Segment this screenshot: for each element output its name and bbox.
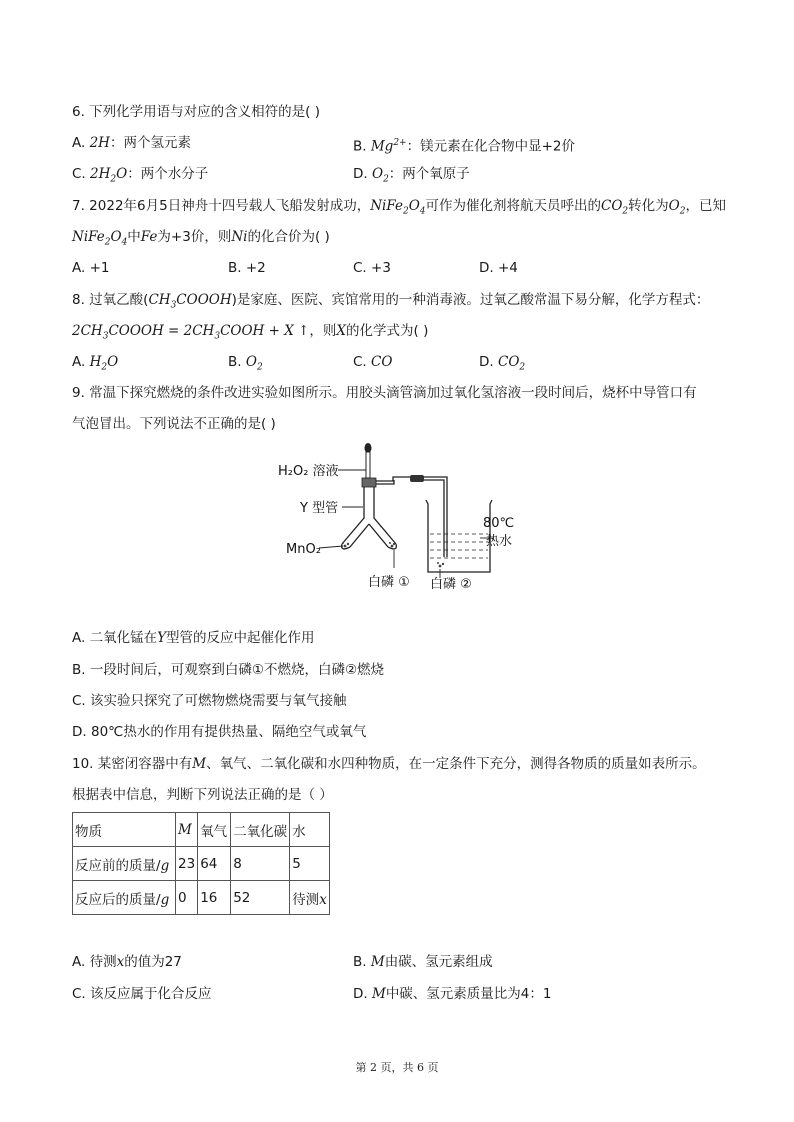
q7-option-d: D. +4 <box>479 260 518 276</box>
table-header-cell: 氧气 <box>198 813 231 847</box>
label-h2o2: H₂O₂ 溶液 <box>278 464 339 479</box>
table-cell: 8 <box>231 847 290 881</box>
q9-option-a: A. 二氧化锰在Y型管的反应中起催化作用 <box>72 630 315 646</box>
table-row <box>73 847 330 881</box>
q10-option-a: A. 待测x的值为27 <box>72 954 182 970</box>
q6-option-c: C. $2H_2O$：两个水分子 <box>72 166 209 185</box>
q7-stem-line1: 7. 2022年6月5日神舟十四号载人飞船发射成功，$NiFe_2O_4$可作为催化剂将航天员呼出的$CO_2$转化为$O_2$，已知 <box>72 198 726 217</box>
experiment-diagram <box>270 440 520 600</box>
table-cell: 5 <box>290 847 330 881</box>
label-phosphorus-2: 白磷 ② <box>430 577 472 592</box>
hot-water <box>430 534 488 558</box>
table-cell: 23 <box>176 847 198 881</box>
q10-stem-line2: 根据表中信息，判断下列说法正确的是（ ） <box>72 787 333 803</box>
table-header-cell: 物质 <box>73 813 176 847</box>
q10-stem-line1: 10. 某密闭容器中有M、氧气、二氧化碳和水四种物质，在一定条件下充分，测得各物质的质量如表所示。 <box>72 756 706 772</box>
q9-option-d: D. 80℃热水的作用有提供热量、隔绝空气或氧气 <box>72 724 367 740</box>
table-header-cell: 水 <box>290 813 330 847</box>
table-cell: 待测x <box>290 881 330 915</box>
stopper <box>362 478 376 487</box>
q9-stem-line2: 气泡冒出。下列说法不正确的是( ) <box>72 416 276 432</box>
label-phosphorus-1: 白磷 ① <box>368 575 410 590</box>
table-cell: 16 <box>198 881 231 915</box>
q8-stem-line1: 8. 过氧乙酸$(CH_3COOOH)$是家庭、医院、宾馆常用的一种消毒液。过氧乙酸常温下易分解，化学方程式： <box>72 292 710 311</box>
rubber-connector <box>410 475 424 482</box>
table-cell: 52 <box>231 881 290 915</box>
y-tube <box>342 487 396 547</box>
q8-option-c: C. CO <box>353 354 393 370</box>
table-header-cell: M <box>176 813 198 847</box>
q8-option-d: D. $CO_2$ <box>479 354 526 373</box>
dropper-tube <box>366 452 370 478</box>
table-cell: 0 <box>176 881 198 915</box>
table-row-label: 反应前的质量/g <box>73 847 176 881</box>
label-mno2: MnO₂ <box>286 542 321 557</box>
mass-table <box>72 812 330 915</box>
q9-option-b: B. 一段时间后，可观察到白磷①不燃烧，白磷②燃烧 <box>72 662 385 678</box>
q8-option-b: B. $O_2$ <box>228 354 263 373</box>
q8-option-a: A. $H_2O$ <box>72 354 119 373</box>
q6-stem: 6. 下列化学用语与对应的含义相符的是( ) <box>72 104 320 120</box>
table-header-cell: 二氧化碳 <box>231 813 290 847</box>
label-hot-water: 热水 <box>486 534 513 549</box>
q10-option-c: C. 该反应属于化合反应 <box>72 986 212 1002</box>
label-y-tube: Y 型管 <box>300 501 339 516</box>
beaker <box>426 500 492 572</box>
q10-option-d: D. M中碳、氢元素质量比为4：1 <box>353 986 552 1002</box>
q7-stem-line2: $NiFe_2O_4$中Fe为+3价，则Ni的化合价为( ) <box>72 229 330 248</box>
q6-option-d: D. $O_2$：两个氧原子 <box>353 166 470 185</box>
mno2-particles <box>342 542 349 547</box>
q6-option-a: A. 2H：两个氢元素 <box>72 135 191 151</box>
q7-option-a: A. +1 <box>72 260 110 276</box>
white-phosphorus-2 <box>437 562 444 567</box>
q9-stem-line1: 9. 常温下探究燃烧的条件改进实验如图所示。用胶头滴管滴加过氧化氢溶液一段时间后，烧杯中导管口有 <box>72 385 697 401</box>
page-footer: 第 2 页，共 6 页 <box>355 1061 439 1074</box>
q7-option-c: C. +3 <box>353 260 391 276</box>
q10-option-b: B. M由碳、氢元素组成 <box>353 954 493 970</box>
table-header-row <box>73 813 330 847</box>
q6-option-b: B. $Mg^{2+}$：镁元素在化合物中显+2价 <box>353 138 576 155</box>
q9-option-c: C. 该实验只探究了可燃物燃烧需要与氧气接触 <box>72 693 347 709</box>
table-cell: 64 <box>198 847 231 881</box>
table-row-label: 反应后的质量/g <box>73 881 176 915</box>
table-row <box>73 881 330 915</box>
q8-stem-line2: $2CH_3COOOH$ = $2CH_3COOH + X$ ↑，则X的化学式为( ) <box>72 323 429 342</box>
q7-option-b: B. +2 <box>228 260 266 276</box>
label-temperature: 80℃ <box>483 516 515 531</box>
